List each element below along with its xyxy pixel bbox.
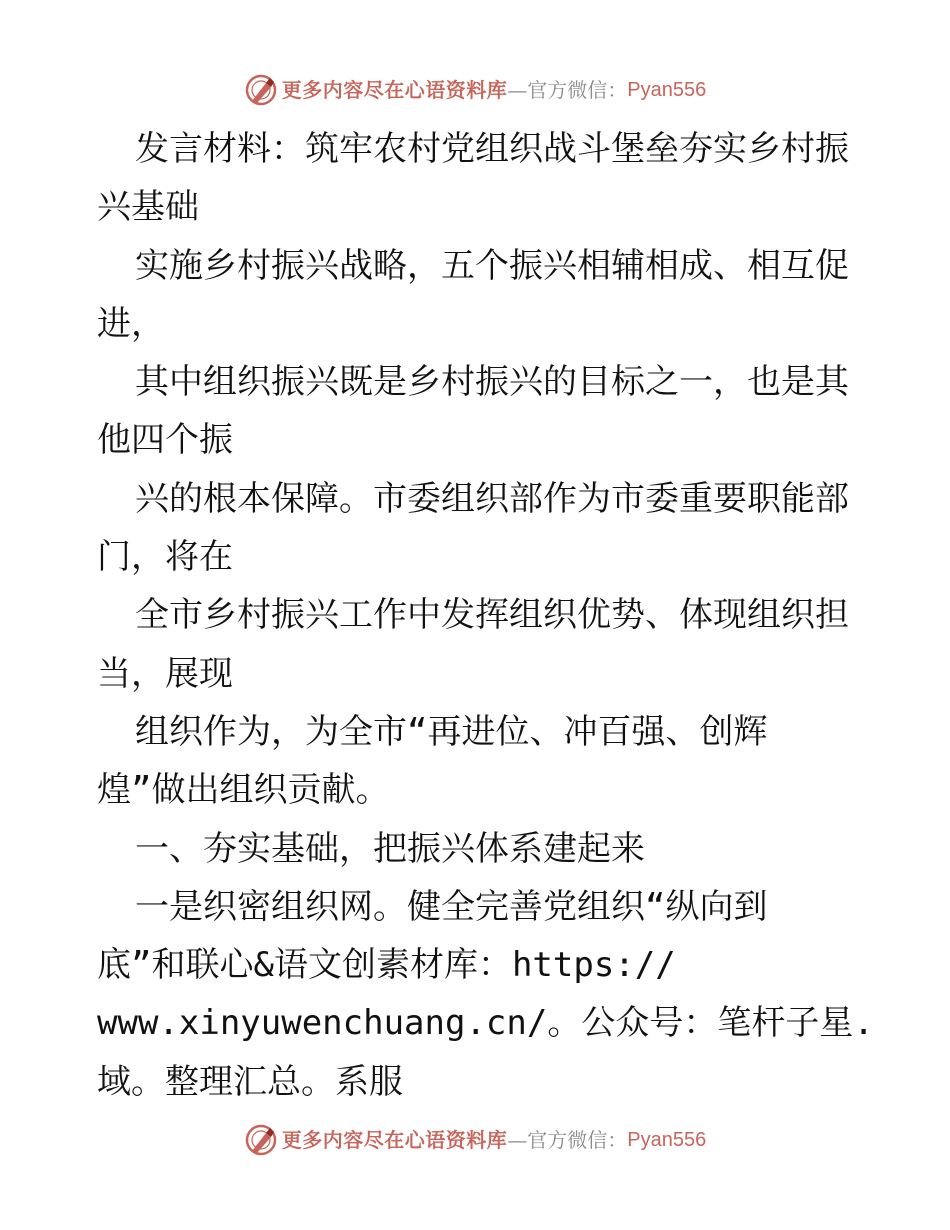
footer-banner-text: 更多内容尽在心语资料库 (281, 1128, 508, 1152)
body-line: 一是织密组织网。健全完善党组织“纵向到 (135, 886, 768, 927)
header-banner-text: 更多内容尽在心语资料库 (281, 78, 508, 102)
body-line: 域。整理汇总。系服 (97, 1061, 403, 1102)
body-line: 实施乡村振兴战略，五个振兴相辅相成、相互促 (135, 245, 849, 286)
body-line: 组织作为，为全市“再进位、冲百强、创辉 (135, 711, 768, 752)
pen-nib-logo-icon (244, 73, 278, 107)
body-line: 进， (97, 303, 165, 344)
footer-banner-subtext: 官方微信： (527, 1128, 628, 1152)
body-line: 煌”做出组织贡献。 (97, 770, 390, 811)
body-line: 全市乡村振兴工作中发挥组织优势、体现组织担 (135, 595, 849, 636)
footer-banner-id: Pyan556 (627, 1129, 707, 1151)
header-banner (0, 70, 950, 110)
body-line: 当，展现 (97, 653, 233, 694)
footer-banner-dash: — (507, 1128, 528, 1152)
document-body (97, 120, 874, 1111)
header-banner-id: Pyan556 (627, 79, 707, 101)
footer-banner (0, 1120, 950, 1160)
body-line: 兴基础 (97, 187, 199, 228)
pen-nib-logo-icon (244, 1123, 278, 1157)
body-line: 门，将在 (97, 537, 233, 578)
header-banner-dash: — (507, 78, 528, 102)
body-line: 发言材料：筑牢农村党组织战斗堡垒夯实乡村振 (135, 129, 849, 169)
body-line: 兴的根本保障。市委组织部作为市委重要职能部 (135, 478, 849, 519)
body-line: www.xinyuwenchuang.cn/。公众号：笔杆子星. (97, 1003, 874, 1044)
body-line: 他四个振 (97, 420, 233, 461)
body-line: 底”和联心&语文创素材库：https:// (97, 945, 676, 986)
section-heading: 一、夯实基础，把振兴体系建起来 (135, 828, 645, 869)
body-line: 其中组织振兴既是乡村振兴的目标之一，也是其 (135, 362, 849, 403)
header-banner-subtext: 官方微信： (527, 78, 628, 102)
